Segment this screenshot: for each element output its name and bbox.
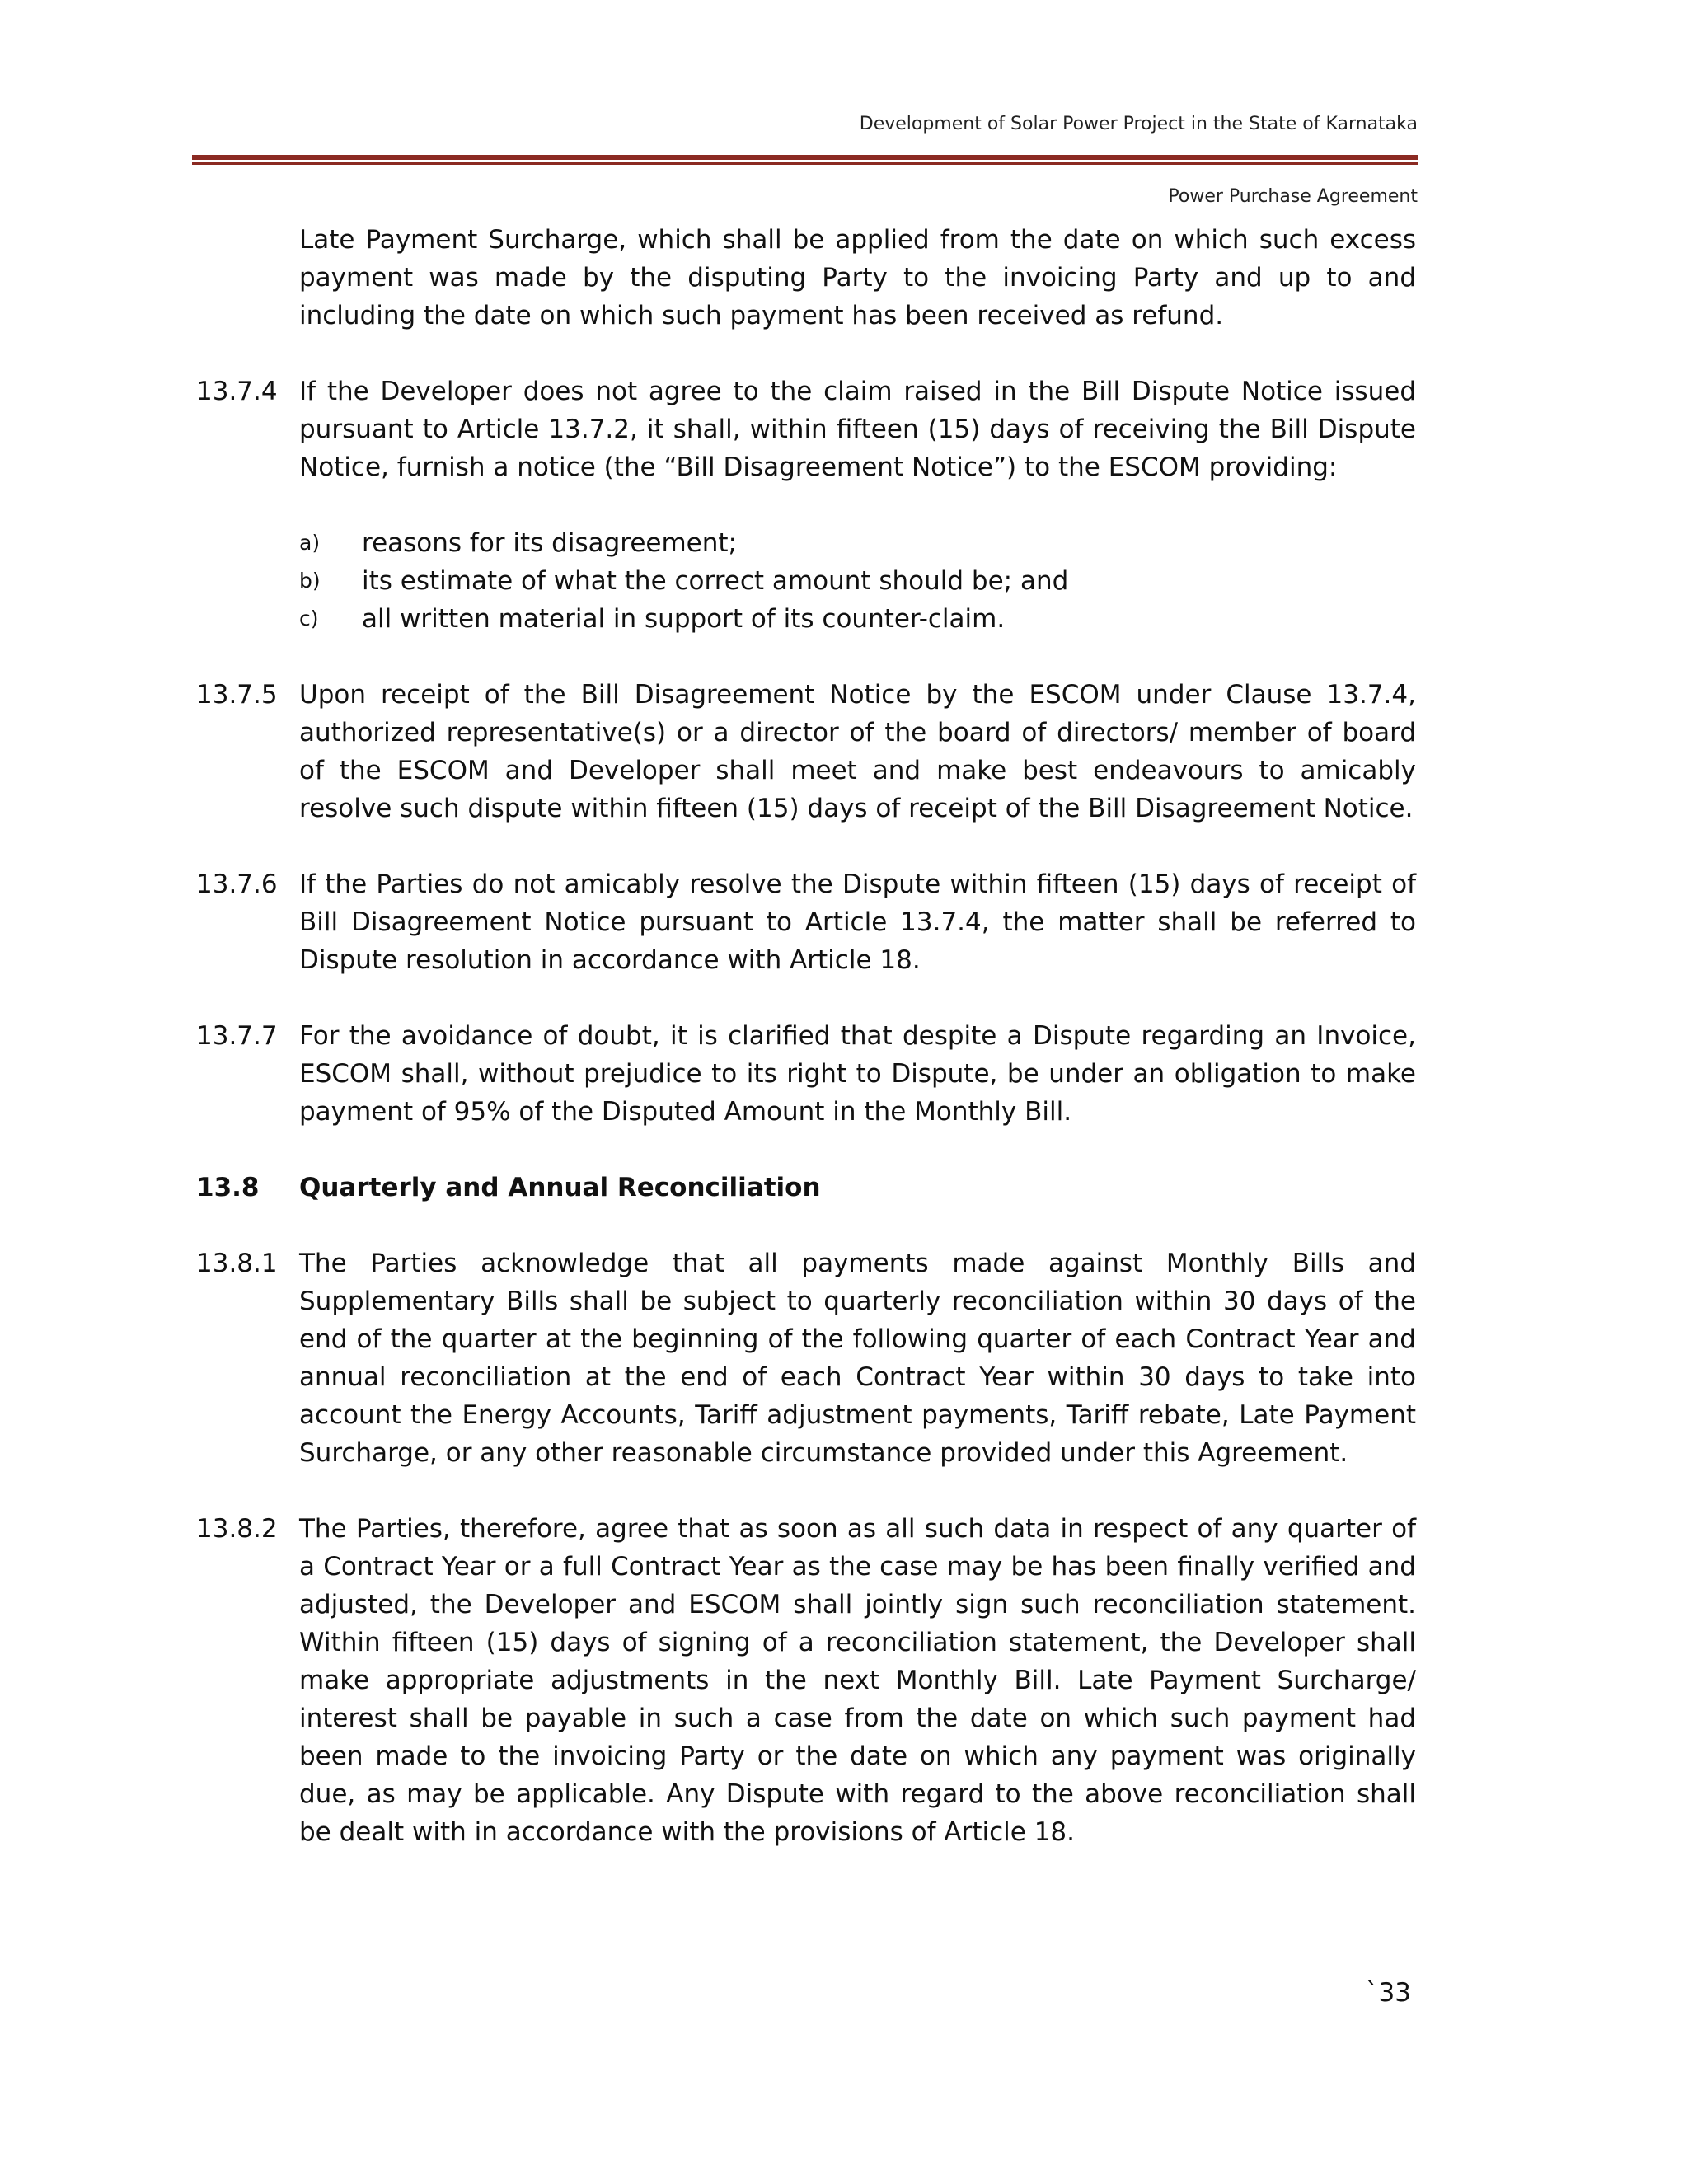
disagreement-list [299, 524, 1416, 638]
header-subtitle: Power Purchase Agreement [1168, 186, 1418, 207]
list-text: its estimate of what the correct amount should be; and [362, 566, 1069, 596]
clause-number: 13.7.6 [196, 869, 278, 899]
section-heading-13-8 [196, 1169, 1416, 1207]
header-title: Development of Solar Power Project in the State of Karnataka [859, 114, 1418, 134]
clause-number: 13.7.4 [196, 377, 278, 406]
clause-number: 13.8.2 [196, 1514, 278, 1544]
clause-text: If the Parties do not amicably resolve the Dispute within fifteen (15) days of receipt of Bill Disagreement Notice pursuant to Article 13.7.4, the matter shall be referred to Dispute resolution in accordance with Article 18. [299, 869, 1416, 975]
section-title: Quarterly and Annual Reconciliation [299, 1173, 821, 1202]
clause-text: If the Developer does not agree to the claim raised in the Bill Dispute Notice issued pursuant to Article 13.7.2, it shall, within fifteen (15) days of receiving the Bill Dispute Notice, furnish a notice (the “Bill Disagreement Notice”) to the ESCOM providing: [299, 377, 1416, 482]
clause-13-7-4 [196, 373, 1416, 486]
clause-13-8-1 [196, 1244, 1416, 1472]
list-marker: a) [299, 531, 321, 555]
list-text: all written material in support of its counter-claim. [362, 604, 1006, 634]
clause-text: The Parties acknowledge that all payments made against Monthly Bills and Supplementary Bills shall be subject to quarterly reconciliation within 30 days of the end of the quarter at the beginning of the following quarter of each Contract Year and annual reconciliation at the end of each Contract Year within 30 days to take into account the Energy Accounts, Tariff adjustment payments, Tariff rebate, Late Payment Surcharge, or any other reasonable circumstance provided under this Agreement. [299, 1249, 1416, 1468]
clause-number: 13.8.1 [196, 1249, 278, 1278]
list-text: reasons for its disagreement; [362, 528, 737, 558]
clause-text: For the avoidance of doubt, it is clarified that despite a Dispute regarding an Invoice, ESCOM shall, without prejudice to its right to Dispute, be under an obligation to make payment of 95% of the Disputed Amount in the Monthly Bill. [299, 1021, 1416, 1127]
header-rule-thin [192, 162, 1418, 165]
list-item [299, 562, 1416, 600]
clause-number: 13.7.7 [196, 1021, 278, 1051]
list-item [299, 600, 1416, 638]
clause-text: Upon receipt of the Bill Disagreement Notice by the ESCOM under Clause 13.7.4, authorized representative(s) or a director of the board of directors/ member of board of the ESCOM and Developer shall meet and make best endeavours to amicably resolve such dispute within fifteen (15) days of receipt of the Bill Disagreement Notice. [299, 680, 1416, 823]
clause-13-7-7 [196, 1017, 1416, 1131]
document-body [196, 221, 1416, 1889]
clause-13-8-2 [196, 1510, 1416, 1851]
page-number: `33 [1366, 1978, 1411, 2008]
section-number: 13.8 [196, 1173, 260, 1202]
list-marker: c) [299, 607, 319, 630]
clause-number: 13.7.5 [196, 680, 278, 710]
clause-text: The Parties, therefore, agree that as soon as all such data in respect of any quarter of a Contract Year or a full Contract Year as the case may be has been finally verified and adjusted, the Developer and ESCOM shall jointly sign such reconciliation statement. Within fifteen (15) days of signing of a reconciliation statement, the Developer shall make appropriate adjustments in the next Monthly Bill. Late Payment Surcharge/ interest shall be payable in such a case from the date on which such payment had been made to the invoicing Party or the date on which any payment was originally due, as may be applicable. Any Dispute with regard to the above reconciliation shall be dealt with in accordance with the provisions of Article 18. [299, 1514, 1416, 1847]
clause-13-7-5 [196, 676, 1416, 827]
list-item [299, 524, 1416, 562]
header-rule-thick [192, 155, 1418, 160]
continuation-paragraph: Late Payment Surcharge, which shall be applied from the date on which such excess payment was made by the disputing Party to the invoicing Party and up to and including the date on which such payment has been received as refund. [299, 225, 1416, 330]
list-marker: b) [299, 569, 321, 593]
clause-13-7-6 [196, 865, 1416, 979]
header-rule [192, 155, 1418, 166]
